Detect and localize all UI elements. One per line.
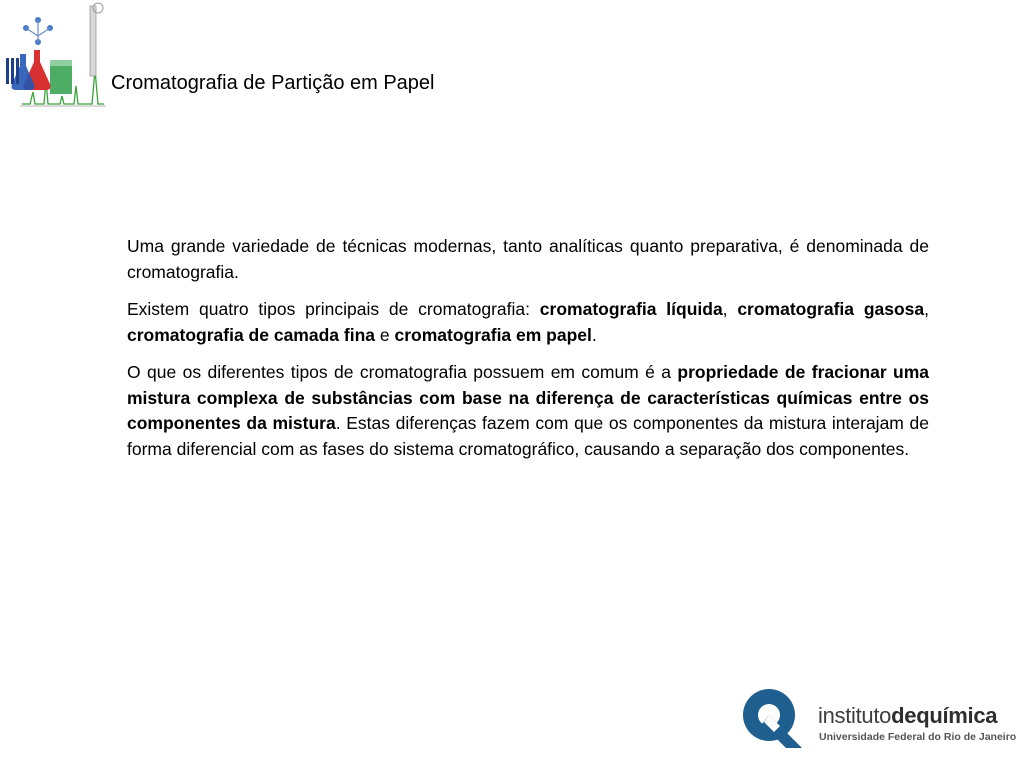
term-liquid-chromatography: cromatografia líquida bbox=[539, 299, 723, 319]
term-thin-layer-chromatography: cromatografia de camada fina bbox=[127, 324, 375, 345]
university-name: Universidade Federal do Rio de Janeiro bbox=[819, 731, 1017, 743]
institute-logo bbox=[740, 686, 1017, 750]
key-property-text: propriedade de fracionar uma mistura complexa de substâncias com base na diferença de características químicas entre os componentes da mistura bbox=[127, 362, 929, 433]
chromatography-collage-icon bbox=[0, 0, 112, 116]
term-gas-chromatography: cromatografia gasosa bbox=[737, 299, 925, 319]
institute-wordmark: institutodequímica bbox=[818, 703, 998, 728]
paragraph-common-property: O que os diferentes tipos de cromatografia possuem em comum é a propriedade de fracionar uma mistura complexa de substâncias com base na diferença de características químicas entre os componentes da mistura. Estas diferenças fazem com que os componentes da mistura interajam de forma diferencial com as fases do sistema cromatográfico, causando a separação dos componentes. bbox=[127, 362, 929, 459]
slide-title: Cromatografia de Partição em Papel bbox=[111, 72, 435, 94]
paragraph-types: Existem quatro tipos principais de cromatografia: cromatografia líquida, cromatografia gasosa, cromatografia de camada fina e cromatografia em papel. bbox=[127, 299, 929, 345]
paragraph-intro: Uma grande variedade de técnicas modernas, tanto analíticas quanto preparativa, é denominada de cromatografia. bbox=[127, 236, 929, 282]
body-text bbox=[127, 234, 929, 474]
institute-mark-icon bbox=[740, 686, 802, 748]
term-paper-chromatography: cromatografia em papel bbox=[394, 324, 592, 345]
